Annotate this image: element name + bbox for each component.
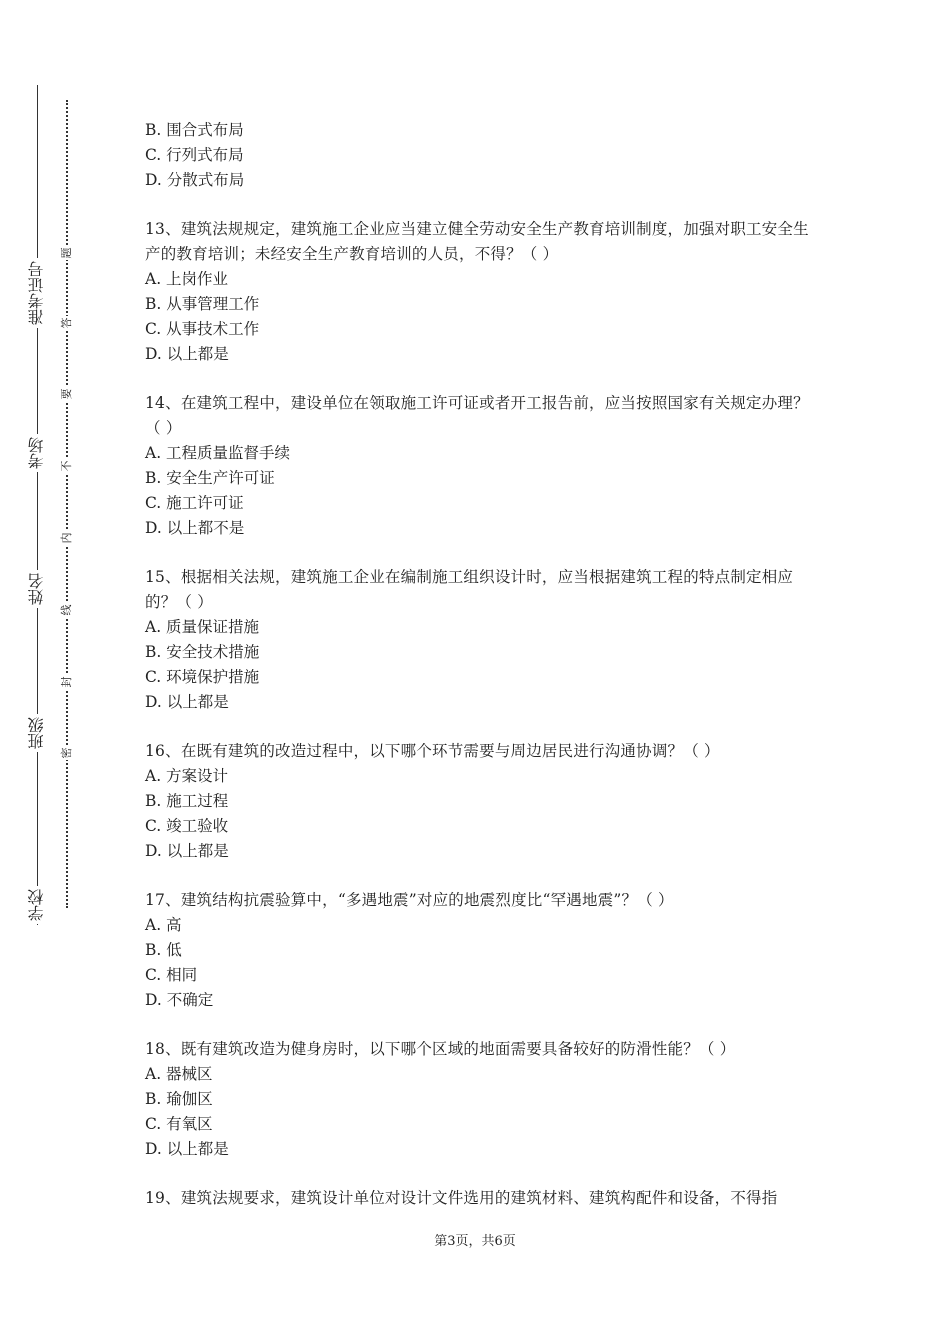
seal-char: 答 — [60, 317, 73, 329]
option-item: C. 行列式布局 — [145, 146, 244, 164]
option-item: C. 施工许可证 — [145, 494, 244, 512]
option-item: A. 方案设计 — [145, 767, 229, 785]
question-19 — [145, 1186, 815, 1211]
question-stem: 19、建筑法规要求，建筑设计单位对设计文件选用的建筑材料、建筑构配件和设备，不得指 — [145, 1189, 778, 1207]
seal-char: 内 — [60, 532, 73, 544]
option-item: D. 以上都是 — [145, 693, 229, 711]
option-item: A. 质量保证措施 — [145, 618, 260, 636]
option-item: D. 分散式布局 — [145, 171, 245, 189]
field-class-label: 班级 — [24, 714, 50, 752]
option-item: C. 有氧区 — [145, 1115, 213, 1133]
option-item: D. 以上都是 — [145, 345, 229, 363]
option-item: C. 环境保护措施 — [145, 668, 260, 686]
option-item: D. 以上都是 — [145, 1140, 229, 1158]
question-stem: 18、既有建筑改造为健身房时，以下哪个区域的地面需要具备较好的防滑性能？（ ） — [145, 1040, 736, 1058]
question-stem: 15、根据相关法规，建筑施工企业在编制施工组织设计时，应当根据建筑工程的特点制定相应的？（ ） — [145, 568, 794, 611]
question-17 — [145, 888, 815, 1013]
field-school-label: 学校 — [24, 886, 50, 924]
option-item: B. 从事管理工作 — [145, 295, 260, 313]
field-exam-room-label: 考场 — [24, 434, 50, 472]
field-name-label: 姓名 — [24, 570, 50, 608]
option-item: B. 施工过程 — [145, 792, 229, 810]
option-item: A. 器械区 — [145, 1065, 213, 1083]
option-item: A. 上岗作业 — [145, 270, 229, 288]
option-item: D. 以上都是 — [145, 842, 229, 860]
question-18 — [145, 1037, 815, 1162]
page-footer: 第3页，共6页 — [434, 1234, 516, 1249]
question-13 — [145, 217, 815, 367]
seal-char: 不 — [60, 460, 73, 472]
option-item: B. 安全生产许可证 — [145, 469, 275, 487]
seal-char: 题 — [60, 247, 73, 259]
option-item: C. 从事技术工作 — [145, 320, 260, 338]
question-stem: 17、建筑结构抗震验算中，“多遇地震”对应的地震烈度比“罕遇地震”？（ ） — [145, 891, 674, 909]
question-14 — [145, 391, 815, 541]
carryover-options — [145, 118, 815, 193]
seal-dotted-line — [66, 100, 68, 908]
field-exam-number-label: 准考证号 — [24, 258, 50, 328]
binding-margin — [0, 0, 90, 1344]
option-item: B. 瑜伽区 — [145, 1090, 213, 1108]
option-item: B. 安全技术措施 — [145, 643, 260, 661]
question-stem: 16、在既有建筑的改造过程中，以下哪个环节需要与周边居民进行沟通协调？（ ） — [145, 742, 720, 760]
option-item: C. 相同 — [145, 966, 198, 984]
option-item: B. 围合式布局 — [145, 121, 244, 139]
question-stem: 13、建筑法规规定，建筑施工企业应当建立健全劳动安全生产教育培训制度，加强对职工安全生产的教育培训；未经安全生产教育培训的人员，不得？（ ） — [145, 220, 809, 263]
question-16 — [145, 739, 815, 864]
question-stem: 14、在建筑工程中，建设单位在领取施工许可证或者开工报告前，应当按照国家有关规定办理？（ ） — [145, 394, 809, 437]
question-list — [145, 118, 815, 1235]
seal-char: 密 — [60, 747, 73, 759]
seal-char: 封 — [60, 676, 73, 688]
seal-char: 要 — [60, 388, 73, 400]
seal-char: 线 — [60, 604, 73, 616]
binding-solid-line — [37, 85, 38, 925]
option-item: B. 低 — [145, 941, 182, 959]
option-item: D. 不确定 — [145, 991, 214, 1009]
option-item: D. 以上都不是 — [145, 519, 245, 537]
option-item: C. 竣工验收 — [145, 817, 229, 835]
option-item: A. 工程质量监督手续 — [145, 444, 291, 462]
option-item: A. 高 — [145, 916, 182, 934]
question-15 — [145, 565, 815, 715]
